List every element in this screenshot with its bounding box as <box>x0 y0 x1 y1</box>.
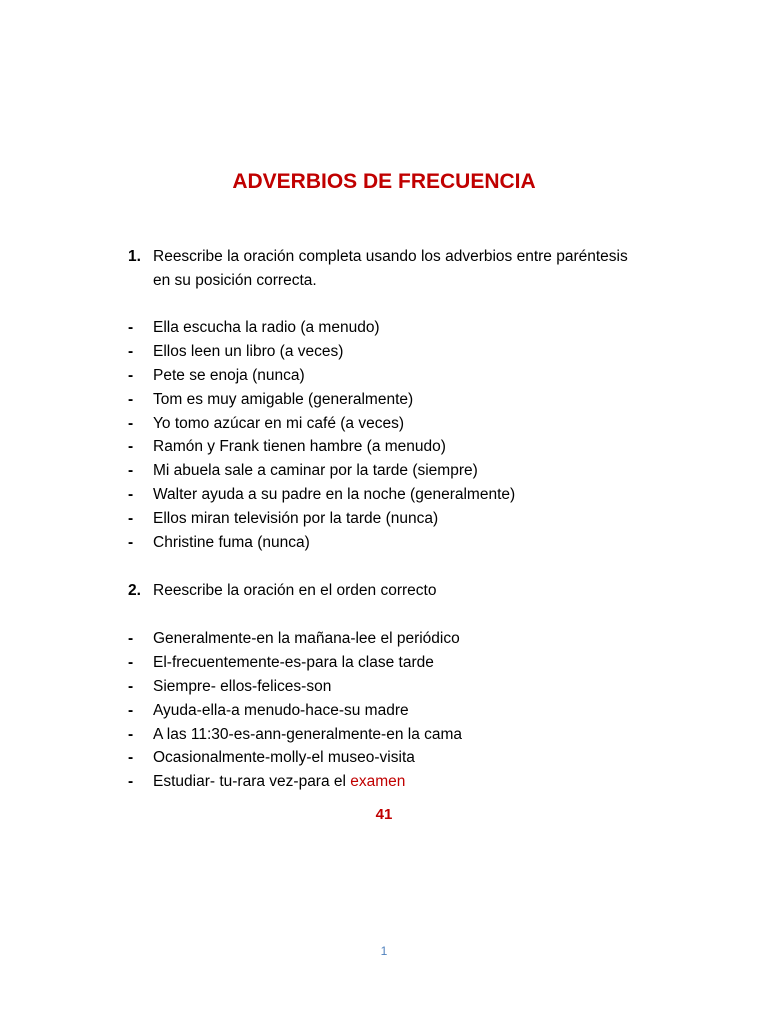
bullet-dash: - <box>128 773 134 791</box>
list-item <box>128 388 668 412</box>
list-item-text: A las 11:30-es-ann-generalmente-en la cama <box>153 725 463 743</box>
bullet-dash: - <box>128 366 134 384</box>
list-item-text: Ramón y Frank tienen hambre (a menudo) <box>153 438 446 456</box>
list-item-text: Ayuda-ella-a menudo-hace-su madre <box>153 701 409 719</box>
page-title: ADVERBIOS DE FRECUENCIA <box>232 170 536 193</box>
exercise-2-header <box>128 579 668 603</box>
bullet-dash: - <box>128 630 134 647</box>
list-item-text: El-frecuentemente-es-para la clase tarde <box>153 653 434 671</box>
list-item <box>128 723 668 747</box>
list-item <box>128 746 668 770</box>
list-item <box>128 699 668 723</box>
list-item <box>128 364 668 388</box>
exercise-1-list <box>128 316 668 555</box>
list-item-text: Ella escucha la radio (a menudo) <box>153 319 380 336</box>
list-item-text: Ellos miran televisión por la tarde (nunca) <box>153 510 439 528</box>
bullet-dash: - <box>128 486 134 504</box>
list-item-text: Siempre- ellos-felices-son <box>153 677 332 695</box>
exercise-2-instruction: Reescribe la oración en el orden correcto <box>153 582 437 599</box>
list-item <box>128 507 668 531</box>
exercise-1-number: 1. <box>128 248 141 265</box>
bullet-dash: - <box>128 342 134 360</box>
list-item-text: Mi abuela sale a caminar por la tarde (siempre) <box>153 462 478 480</box>
list-item-text: Yo tomo azúcar en mi café (a veces) <box>153 414 404 432</box>
list-item <box>128 316 668 340</box>
bullet-dash: - <box>128 462 134 480</box>
list-item <box>128 531 668 555</box>
bullet-dash: - <box>128 319 134 336</box>
exercise-1-instruction <box>153 245 668 293</box>
list-item <box>128 627 668 651</box>
score-number: 41 <box>375 806 393 823</box>
bullet-dash: - <box>128 701 134 719</box>
list-item <box>128 412 668 436</box>
bullet-dash: - <box>128 510 134 528</box>
exercise-2 <box>128 579 668 603</box>
exercise-1-instruction-line2: en su posición correcta. <box>153 272 317 289</box>
list-item <box>128 340 668 364</box>
bullet-dash: - <box>128 725 134 743</box>
list-item-text: Christine fuma (nunca) <box>153 534 310 552</box>
list-item <box>128 651 668 675</box>
exercise-2-list <box>128 627 668 794</box>
list-item-text: Walter ayuda a su padre en la noche (generalmente) <box>153 486 516 504</box>
list-item <box>128 483 668 507</box>
exercise-1 <box>128 245 668 293</box>
bullet-dash: - <box>128 438 134 456</box>
exercise-1-header <box>128 245 668 293</box>
bullet-dash: - <box>128 414 134 432</box>
list-item-text: Tom es muy amigable (generalmente) <box>153 390 414 408</box>
list-item-text: Ocasionalmente-molly-el museo-visita <box>153 749 415 767</box>
page-number: 1 <box>380 944 388 958</box>
list-item-text: Pete se enoja (nunca) <box>153 366 305 384</box>
exercise-2-number: 2. <box>128 582 141 599</box>
list-item <box>128 770 668 794</box>
list-item-text: Ellos leen un libro (a veces) <box>153 342 344 360</box>
list-item <box>128 675 668 699</box>
list-item-text <box>153 770 405 794</box>
bullet-dash: - <box>128 677 134 695</box>
bullet-dash: - <box>128 653 134 671</box>
list-item <box>128 435 668 459</box>
exercise-1-instruction-line1: Reescribe la oración completa usando los adverbios entre paréntesis <box>153 248 628 265</box>
list-item-text-prefix: Estudiar- tu-rara vez-para el <box>153 773 351 791</box>
bullet-dash: - <box>128 749 134 767</box>
bullet-dash: - <box>128 390 134 408</box>
list-item <box>128 459 668 483</box>
list-item-text: Generalmente-en la mañana-lee el periódico <box>153 630 460 647</box>
highlighted-word: examen <box>350 773 406 791</box>
bullet-dash: - <box>128 534 134 552</box>
